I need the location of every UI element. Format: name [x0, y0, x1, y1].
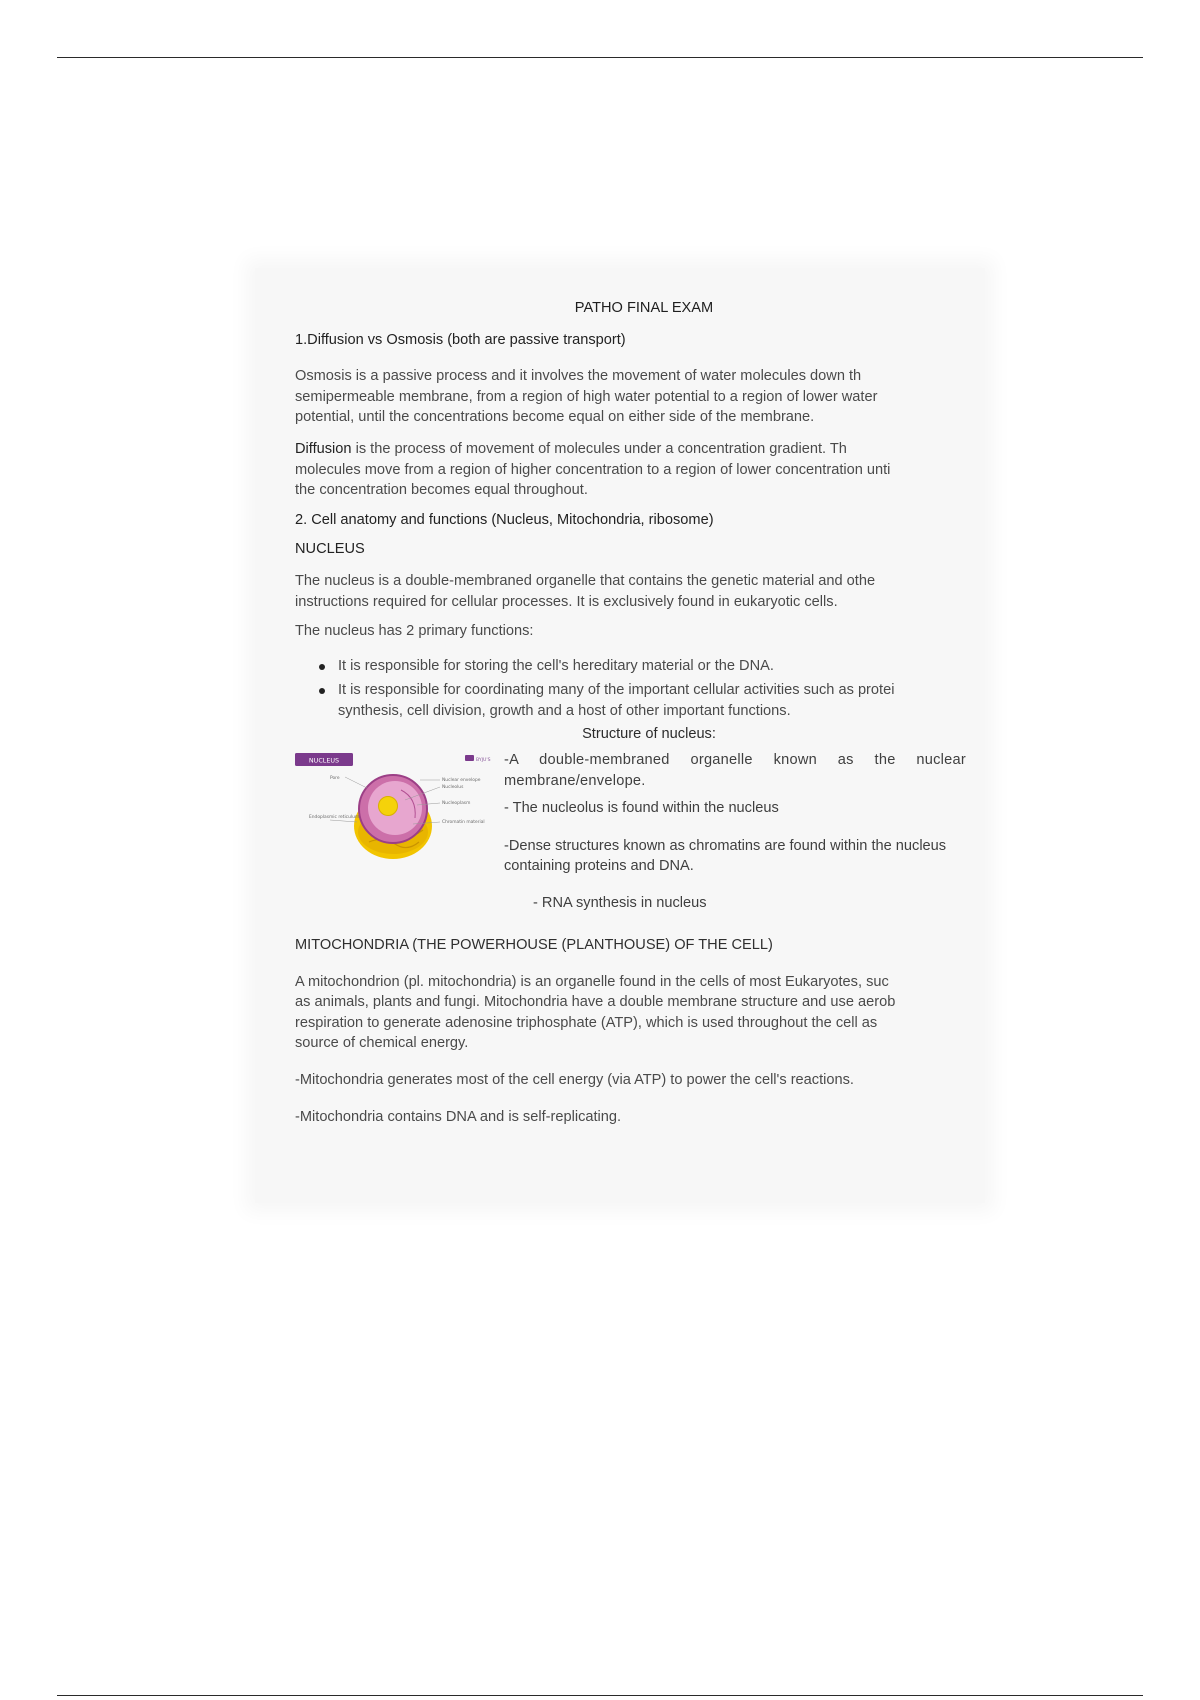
diffusion-term: Diffusion: [295, 440, 352, 457]
functions-list: [295, 656, 983, 722]
diagram-label: Nucleoplasm: [442, 801, 471, 807]
document-title: PATHO FINAL EXAM: [574, 300, 714, 316]
diffusion-line: the concentration becomes equal throughout.: [295, 482, 588, 499]
header-rule: [57, 57, 1143, 58]
mitochondria-paragraph: [295, 972, 983, 1054]
list-item: [295, 680, 983, 721]
brand-logo-icon: [465, 755, 474, 761]
structure-point: - The nucleolus is found within the nucleus: [504, 800, 779, 817]
functions-intro: The nucleus has 2 primary functions:: [295, 623, 534, 640]
structure-point: - RNA synthesis in nucleus: [533, 895, 707, 912]
nucleus-line: The nucleus is a double-membraned organelle that contains the genetic material and othe: [295, 572, 876, 589]
diagram-label: Pore: [330, 776, 340, 782]
nucleus-line: instructions required for cellular processes. It is exclusively found in eukaryotic cells.: [295, 593, 838, 610]
diagram-label: Endoplasmic reticulum: [309, 815, 360, 821]
diagram-label: Chromatin material: [442, 820, 485, 826]
mitochondria-title: MITOCHONDRIA (THE POWERHOUSE (PLANTHOUSE) OF THE CELL): [295, 937, 773, 954]
diagram-label: Nucleolus: [442, 785, 464, 791]
osmosis-paragraph: [295, 366, 983, 428]
mitochondria-point: -Mitochondria generates most of the cell energy (via ATP) to power the cell's reactions.: [295, 1072, 854, 1089]
diffusion-line-text: is the process of movement of molecules under a concentration gradient. Th: [351, 440, 847, 457]
diagram-label: Nuclear envelope: [442, 778, 481, 784]
list-item: [295, 656, 983, 677]
nucleus-diagram: [295, 752, 495, 872]
nucleus-paragraph: [295, 571, 983, 612]
section2-heading: 2. Cell anatomy and functions (Nucleus, Mitochondria, ribosome): [295, 511, 714, 528]
footer-rule: [57, 1695, 1143, 1696]
diagram-brand-text: BYJU'S: [476, 758, 491, 764]
osmosis-line: Osmosis is a passive process and it involves the movement of water molecules down th: [295, 368, 862, 385]
nucleus-title: NUCLEUS: [295, 541, 365, 558]
mito-line: respiration to generate adenosine triphosphate (ATP), which is used throughout the cell as: [295, 1014, 878, 1031]
structure-point: -Dense structures known as chromatins are found within the nucleus containing proteins and DNA.: [504, 837, 947, 875]
list-item-line: It is responsible for storing the cell's hereditary material or the DNA.: [338, 657, 774, 674]
list-item-line: synthesis, cell division, growth and a host of other important functions.: [338, 702, 791, 719]
diffusion-line: [295, 439, 983, 460]
diffusion-line: molecules move from a region of higher concentration to a region of lower concentration unti: [295, 461, 891, 478]
osmosis-line: potential, until the concentrations become equal on either side of the membrane.: [295, 409, 815, 426]
diagram-badge-text: NUCLEUS: [308, 756, 340, 765]
mito-line: as animals, plants and fungi. Mitochondria have a double membrane structure and use aerob: [295, 994, 896, 1011]
structure-heading: Structure of nucleus:: [582, 725, 716, 742]
diffusion-paragraph: [295, 439, 983, 501]
structure-point: -A double-membraned organelle known as the nuclear membrane/envelope.: [504, 752, 966, 789]
list-item-line: It is responsible for coordinating many of the important cellular activities such as protei: [338, 682, 895, 699]
structure-block: [295, 750, 983, 940]
osmosis-line: semipermeable membrane, from a region of high water potential to a region of lower water: [295, 388, 878, 405]
document-body: [295, 298, 983, 1127]
structure-points: [504, 750, 966, 914]
mitochondria-point: -Mitochondria contains DNA and is self-replicating.: [295, 1108, 622, 1125]
mito-line: source of chemical energy.: [295, 1035, 469, 1052]
section1-heading: 1.Diffusion vs Osmosis (both are passive transport): [295, 331, 626, 348]
mito-line: A mitochondrion (pl. mitochondria) is an organelle found in the cells of most Eukaryotes, suc: [295, 973, 889, 990]
